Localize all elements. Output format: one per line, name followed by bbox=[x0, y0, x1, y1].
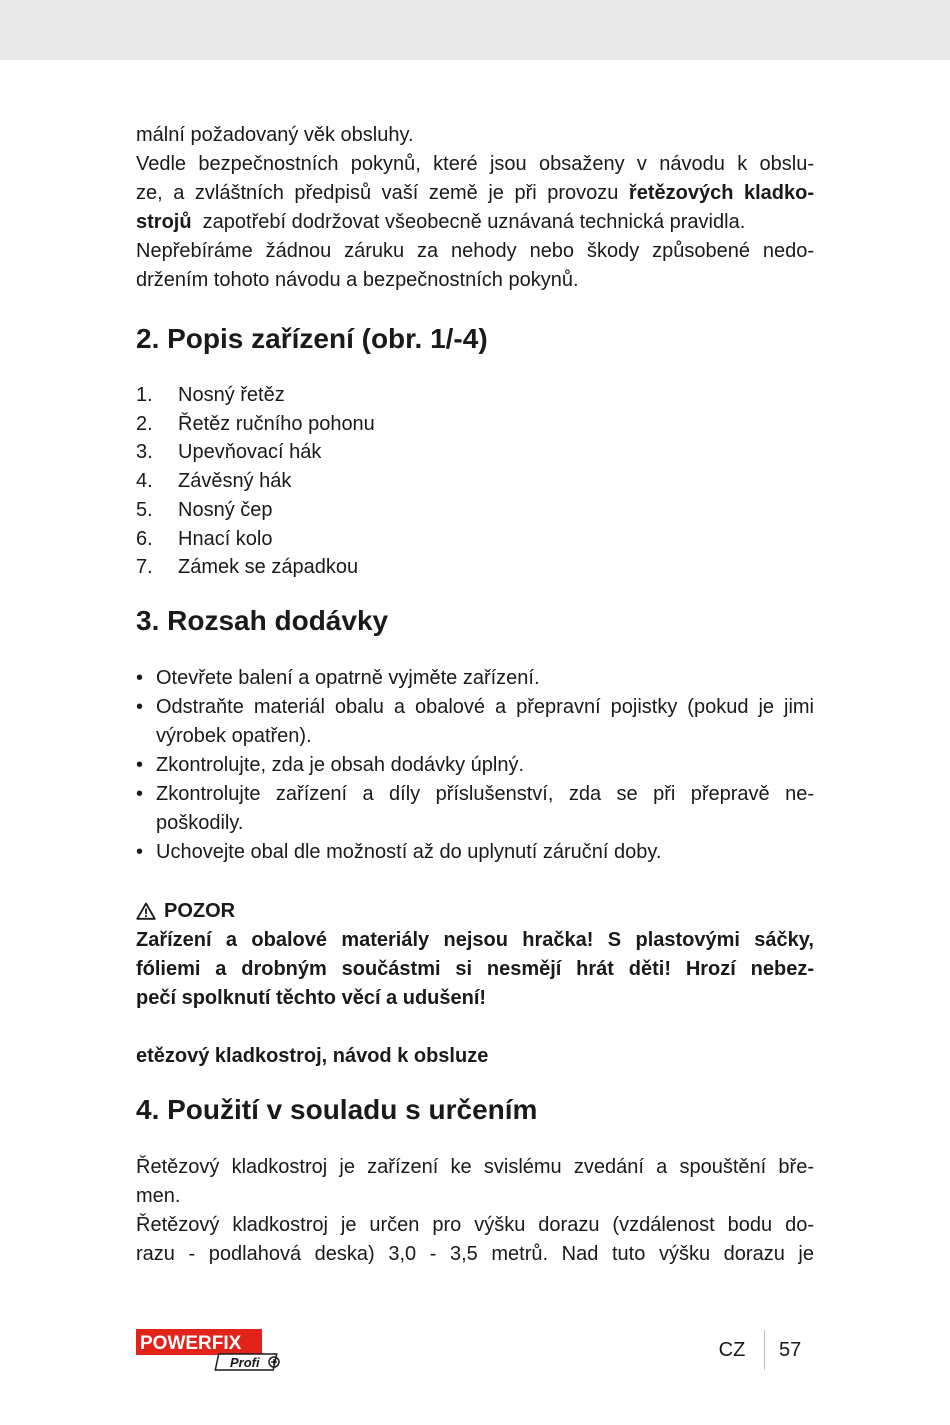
bullet-icon: • bbox=[136, 695, 144, 718]
list-item bbox=[136, 496, 814, 525]
item-text: Otevřete balení a opatrně vyjměte zařízení. bbox=[156, 666, 540, 689]
svg-text:Profi: Profi bbox=[230, 1355, 260, 1370]
item-number: 1. bbox=[136, 384, 153, 406]
item-number: 7. bbox=[136, 556, 153, 579]
item-number: 4. bbox=[136, 470, 153, 493]
list-item bbox=[136, 751, 814, 780]
item-text: Nosný řetěz bbox=[178, 384, 285, 406]
list-item bbox=[136, 438, 814, 467]
top-bar bbox=[0, 0, 950, 60]
intro-text: ze, a zvláštních předpisů vaší země je při provozu bbox=[136, 182, 629, 204]
intro-line bbox=[136, 208, 814, 237]
page-content bbox=[136, 121, 814, 1269]
intro-line bbox=[136, 179, 814, 208]
footer-divider bbox=[764, 1330, 765, 1370]
warning-text bbox=[136, 926, 814, 1013]
intro-bold-text: strojů bbox=[136, 211, 192, 233]
list-item bbox=[136, 525, 814, 554]
page-number: 57 bbox=[779, 1338, 802, 1361]
item-text: Odstraňte materiál obalu a obalové a přepravní pojistky (pokud je jimi výrobek opatřen). bbox=[156, 695, 814, 747]
intro-line: Vedle bezpečnostních pokynů, které jsou obsaženy v návodu k obslu- bbox=[136, 153, 814, 175]
item-number: 6. bbox=[136, 527, 153, 550]
item-text: Upevňovací hák bbox=[178, 441, 322, 464]
usage-line: men. bbox=[136, 1184, 181, 1207]
usage-paragraph bbox=[136, 1153, 814, 1269]
item-text: Zkontrolujte, zda je obsah dodávky úplný. bbox=[156, 753, 524, 776]
warning-title: POZOR bbox=[164, 899, 236, 922]
item-text: Nosný čep bbox=[178, 498, 273, 521]
list-item bbox=[136, 664, 814, 693]
item-text: Zámek se západkou bbox=[178, 556, 359, 579]
intro-bold-text: řetězových kladko- bbox=[628, 182, 814, 204]
item-text: Řetěz ručního pohonu bbox=[178, 412, 375, 435]
bullet-icon: • bbox=[136, 666, 144, 689]
list-item bbox=[136, 381, 814, 410]
intro-line: Nepřebíráme žádnou záruku za nehody nebo škody způsobené nedo- bbox=[136, 240, 814, 262]
section-2-heading: 2. Popis zařízení (obr. 1/-4) bbox=[136, 323, 488, 354]
warning-line: Zařízení a obalové materiály nejsou hračka! S plastovými sáčky, bbox=[136, 928, 814, 951]
item-text: Uchovejte obal dle možností až do uplynutí záruční doby. bbox=[156, 840, 662, 863]
usage-line: Řetězový kladkostroj je určen pro výšku dorazu (vzdálenost bodu do- bbox=[136, 1213, 814, 1236]
warning-line: fóliemi a drobným součástmi si nesmějí hrát děti! Hrozí nebez- bbox=[136, 957, 814, 980]
item-text: Zkontrolujte zařízení a díly příslušenství, zda se při přepravě ne- poškodily. bbox=[156, 782, 814, 834]
list-item bbox=[136, 693, 814, 751]
warning-triangle-icon bbox=[136, 902, 156, 920]
list-item bbox=[136, 838, 814, 867]
item-text: Hnací kolo bbox=[178, 527, 273, 550]
usage-line: Řetězový kladkostroj je zařízení ke svislému zvedání a spouštění bře- bbox=[136, 1155, 814, 1178]
delivery-list bbox=[136, 664, 814, 867]
intro-line: držením tohoto návodu a bezpečnostních pokynů. bbox=[136, 269, 579, 291]
parts-list bbox=[136, 381, 814, 582]
manual-subtitle: etězový kladkostroj, návod k obsluze bbox=[136, 1044, 489, 1067]
list-item bbox=[136, 467, 814, 496]
item-number: 2. bbox=[136, 412, 153, 435]
page-footer bbox=[700, 1330, 801, 1370]
warning-heading bbox=[136, 897, 814, 926]
intro-paragraph bbox=[136, 121, 814, 295]
svg-text:POWERFIX: POWERFIX bbox=[140, 1333, 242, 1354]
language-code: CZ bbox=[718, 1338, 746, 1361]
item-number: 3. bbox=[136, 441, 153, 464]
intro-line: mální požadovaný věk obsluhy. bbox=[136, 124, 414, 146]
list-item bbox=[136, 410, 814, 439]
bullet-icon: • bbox=[136, 840, 144, 863]
bullet-icon: • bbox=[136, 782, 144, 805]
section-3-heading: 3. Rozsah dodávky bbox=[136, 604, 389, 636]
intro-text: zapotřebí dodržovat všeobecně uznávaná technická pravidla. bbox=[191, 211, 746, 233]
list-item bbox=[136, 553, 814, 582]
usage-line: razu - podlahová deska) 3,0 - 3,5 metrů. Nad tuto výšku dorazu je bbox=[136, 1242, 814, 1265]
item-number: 5. bbox=[136, 498, 153, 521]
warning-line: pečí spolknutí těchto věcí a udušení! bbox=[136, 986, 487, 1009]
list-item bbox=[136, 780, 814, 838]
section-4-heading: 4. Použití v souladu s určením bbox=[136, 1093, 538, 1125]
item-text: Závěsný hák bbox=[178, 470, 292, 493]
powerfix-logo bbox=[136, 1329, 284, 1371]
bullet-icon: • bbox=[136, 753, 144, 776]
